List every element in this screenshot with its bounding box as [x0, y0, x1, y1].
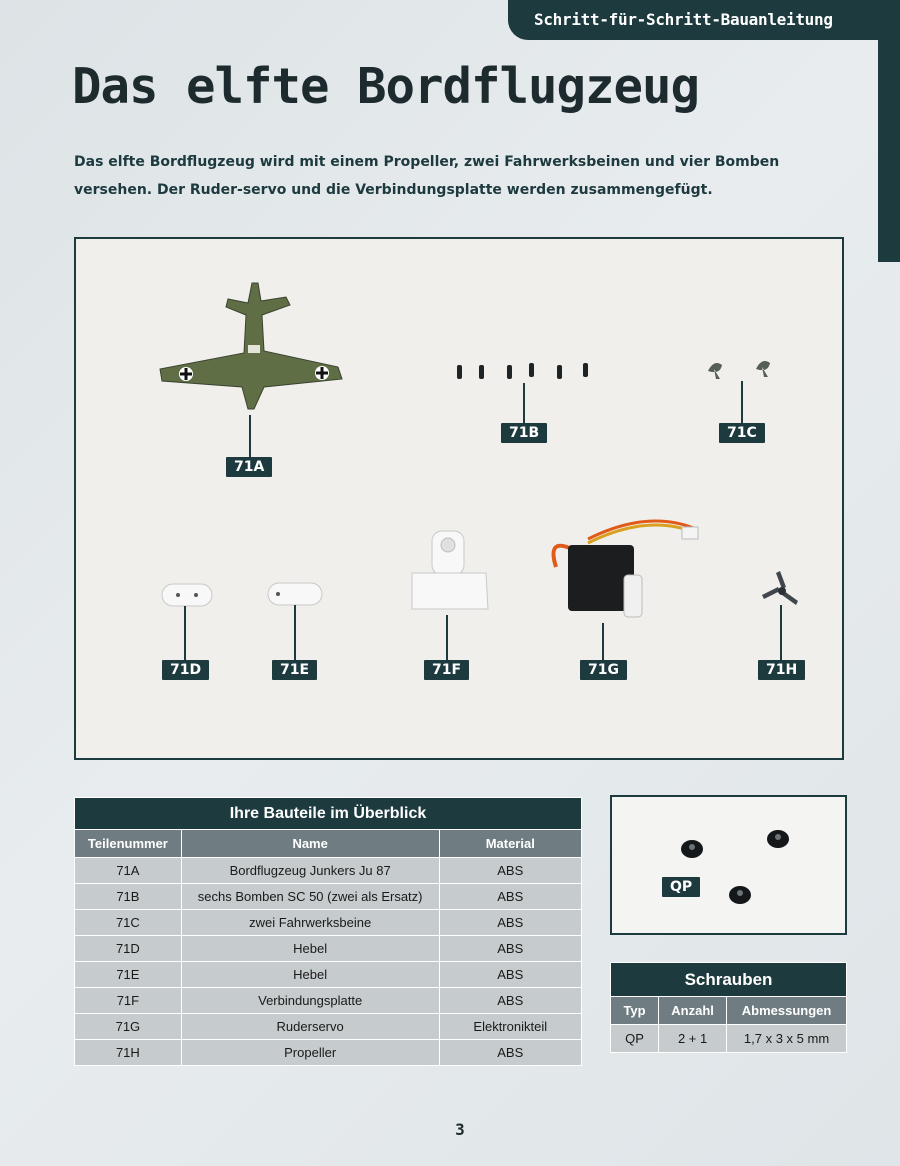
- table-row: [75, 962, 582, 988]
- cell-material: ABS: [439, 962, 581, 988]
- screw-illustration: [612, 797, 845, 933]
- plane-icon: [160, 283, 342, 409]
- col-head-part-number: Teilenummer: [75, 830, 182, 858]
- servo-icon: [554, 521, 699, 617]
- label-line-71h: [780, 605, 782, 660]
- cell-part-number: 71G: [75, 1014, 182, 1040]
- table-row: [611, 1025, 847, 1053]
- col-head-dimensions: Abmessungen: [727, 997, 847, 1025]
- part-label-71b: 71B: [501, 423, 547, 443]
- label-line-71c: [741, 381, 743, 423]
- table-row: [75, 884, 582, 910]
- landing-gear-icon: [708, 361, 770, 379]
- cell-name: Ruderservo: [181, 1014, 439, 1040]
- label-line-71g: [602, 623, 604, 660]
- cell-material: ABS: [439, 1040, 581, 1066]
- screws-table: [610, 962, 847, 1053]
- screw-label-qp: QP: [662, 877, 700, 897]
- table-row: [75, 910, 582, 936]
- cell-dimensions: 1,7 x 3 x 5 mm: [727, 1025, 847, 1053]
- screws-photo: [610, 795, 847, 935]
- col-head-name: Name: [181, 830, 439, 858]
- table-row: [75, 936, 582, 962]
- cell-count: 2 + 1: [659, 1025, 727, 1053]
- cell-name: Propeller: [181, 1040, 439, 1066]
- parts-overview-table: [74, 797, 582, 1066]
- parts-illustration: [76, 239, 842, 758]
- cell-part-number: 71D: [75, 936, 182, 962]
- table-row: [75, 1040, 582, 1066]
- col-head-type: Typ: [611, 997, 659, 1025]
- cell-name: Bordflugzeug Junkers Ju 87: [181, 858, 439, 884]
- cell-part-number: 71H: [75, 1040, 182, 1066]
- table-row: [75, 858, 582, 884]
- bombs-icon: [457, 363, 588, 379]
- propeller-icon: [762, 571, 798, 605]
- cell-part-number: 71C: [75, 910, 182, 936]
- cell-name: Hebel: [181, 936, 439, 962]
- page-title: Das elfte Bordflugzeug: [72, 58, 700, 115]
- col-head-count: Anzahl: [659, 997, 727, 1025]
- section-header-tab: [508, 0, 900, 40]
- cell-name: Hebel: [181, 962, 439, 988]
- part-label-71c: 71C: [719, 423, 765, 443]
- cell-part-number: 71B: [75, 884, 182, 910]
- intro-text: Das elfte Bordflugzeug wird mit einem Propeller, zwei Fahrwerksbeinen und vier Bomben versehen. Der Ruder-servo und die Verbindungsplatte werden zusammengefügt.: [74, 154, 780, 198]
- part-label-71g: 71G: [580, 660, 627, 680]
- cell-part-number: 71F: [75, 988, 182, 1014]
- connecting-plate-icon: [412, 531, 488, 609]
- side-accent-bar: [878, 40, 900, 262]
- part-label-71f: 71F: [424, 660, 469, 680]
- page-number: 3: [455, 1120, 465, 1139]
- label-line-71a: [249, 415, 251, 457]
- cell-name: sechs Bomben SC 50 (zwei als Ersatz): [181, 884, 439, 910]
- part-label-71e: 71E: [272, 660, 317, 680]
- cell-name: Verbindungsplatte: [181, 988, 439, 1014]
- label-line-71f: [446, 615, 448, 660]
- label-line-71b: [523, 383, 525, 423]
- part-label-71d: 71D: [162, 660, 209, 680]
- cell-part-number: 71E: [75, 962, 182, 988]
- parts-table-caption: Ihre Bauteile im Überblick: [75, 798, 582, 830]
- screws-table-caption: Schrauben: [611, 963, 847, 997]
- cell-material: ABS: [439, 936, 581, 962]
- label-line-71d: [184, 606, 186, 660]
- lever-e-icon: [268, 583, 322, 605]
- part-label-71h: 71H: [758, 660, 805, 680]
- cell-material: ABS: [439, 988, 581, 1014]
- cell-part-number: 71A: [75, 858, 182, 884]
- lever-d-icon: [162, 584, 212, 606]
- cell-name: zwei Fahrwerksbeine: [181, 910, 439, 936]
- cell-material: Elektronikteil: [439, 1014, 581, 1040]
- cell-material: ABS: [439, 884, 581, 910]
- part-label-71a: 71A: [226, 457, 272, 477]
- label-line-71e: [294, 605, 296, 660]
- parts-photo: [74, 237, 844, 760]
- section-title: Schritt-für-Schritt-Bauanleitung: [534, 10, 833, 29]
- cell-material: ABS: [439, 910, 581, 936]
- cell-material: ABS: [439, 858, 581, 884]
- table-row: [75, 1014, 582, 1040]
- table-row: [75, 988, 582, 1014]
- cell-type: QP: [611, 1025, 659, 1053]
- col-head-material: Material: [439, 830, 581, 858]
